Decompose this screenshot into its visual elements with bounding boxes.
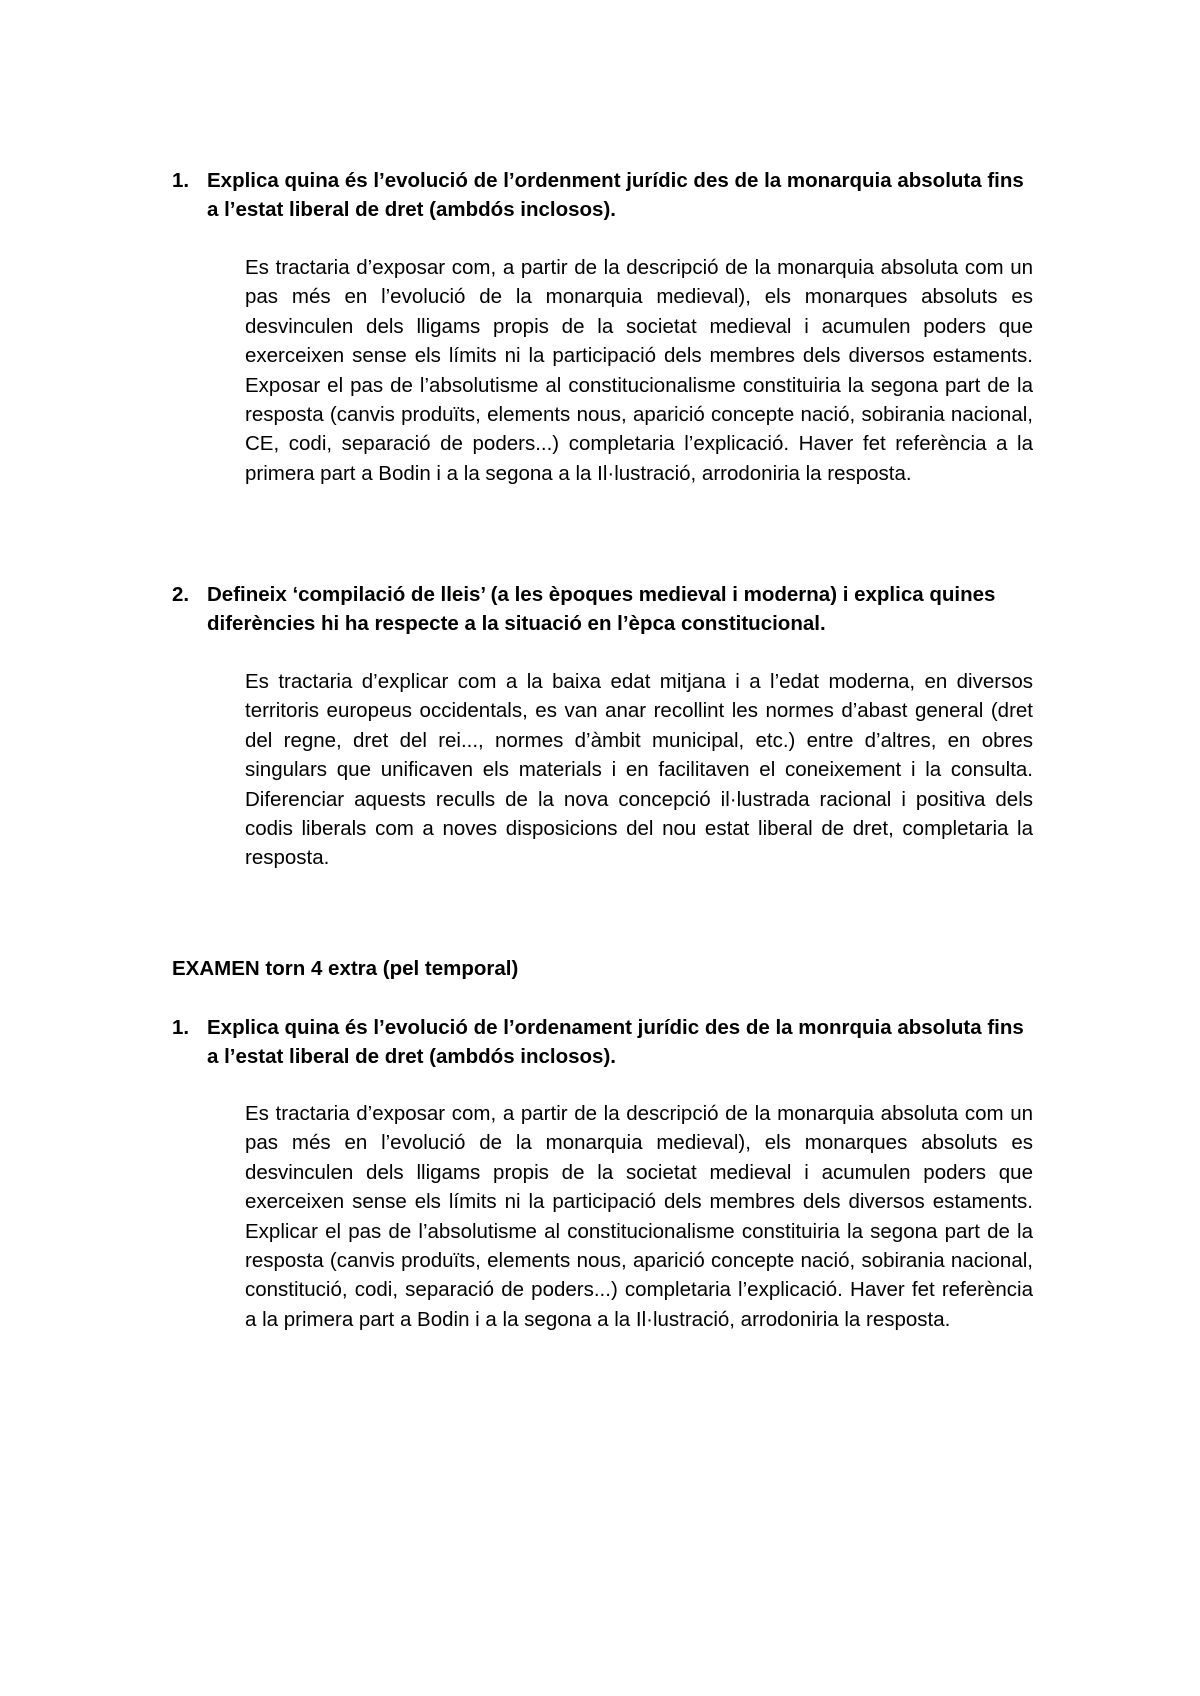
exam-question-1 bbox=[172, 1013, 1032, 1071]
question-text: Explica quina és l’evolució de l’ordenament jurídic des de la monrquia absoluta fins a l’estat liberal de dret (ambdós inclosos). bbox=[207, 1016, 1024, 1068]
question-1 bbox=[172, 166, 1032, 224]
question-number: 1. bbox=[172, 169, 190, 192]
question-2 bbox=[172, 580, 1032, 638]
question-number: 2. bbox=[172, 583, 190, 606]
answer-2: Es tractaria d’explicar com a la baixa edat mitjana i a l’edat moderna, en diversos territoris europeus occidentals, es van anar recollint les normes d’abast general (dret del regne, dret del rei..., normes d’àmbit municipal, etc.) entre d’altres, en obres singulars que unificaven els materials i en facilitaven el coneixement i la consulta. Diferenciar aquests reculls de la nova concepció il·lustrada racional i positiva dels codis liberals com a noves disposicions del nou estat liberal de dret, completaria la resposta. bbox=[245, 670, 1033, 870]
question-text: Defineix ‘compilació de lleis’ (a les èpoques medieval i moderna) i explica quines diferències hi ha respecte a la situació en l’èpca constitucional. bbox=[207, 583, 996, 635]
question-text: Explica quina és l’evolució de l’ordenment jurídic des de la monarquia absoluta fins a l’estat liberal de dret (ambdós inclosos). bbox=[207, 169, 1024, 221]
answer-1: Es tractaria d’exposar com, a partir de la descripció de la monarquia absoluta com un pas més en l’evolució de la monarquia medieval), els monarques absoluts es desvinculen dels lligams propis de la societat medieval i acumulen poders que exerceixen sense els límits ni la participació dels membres dels diversos estaments. Exposar el pas de l’absolutisme al constitucionalisme constituiria la segona part de la resposta (canvis produïts, elements nous, aparició concepte nació, sobirania nacional, CE, codi, separació de poders...) completaria l’explicació. Haver fet referència a la primera part a Bodin i a la segona a la Il·lustració, arrodoniria la resposta. bbox=[245, 256, 1033, 485]
exam-answer-1: Es tractaria d’exposar com, a partir de la descripció de la monarquia absoluta com un pas més en l’evolució de la monarquia medieval), els monarques absoluts es desvinculen dels lligams propis de la societat medieval i acumulen poders que exerceixen sense els límits ni la participació dels membres dels diversos estaments. Explicar el pas de l’absolutisme al constitucionalisme constituiria la segona part de la resposta (canvis produïts, elements nous, aparició concepte nació, sobirania nacional, constitució, codi, separació de poders...) completaria l’explicació. Haver fet referència a la primera part a Bodin i a la segona a la Il·lustració, arrodoniria la resposta. bbox=[245, 1102, 1033, 1331]
question-number: 1. bbox=[172, 1016, 190, 1039]
exam-title: EXAMEN torn 4 extra (pel temporal) bbox=[172, 957, 519, 980]
